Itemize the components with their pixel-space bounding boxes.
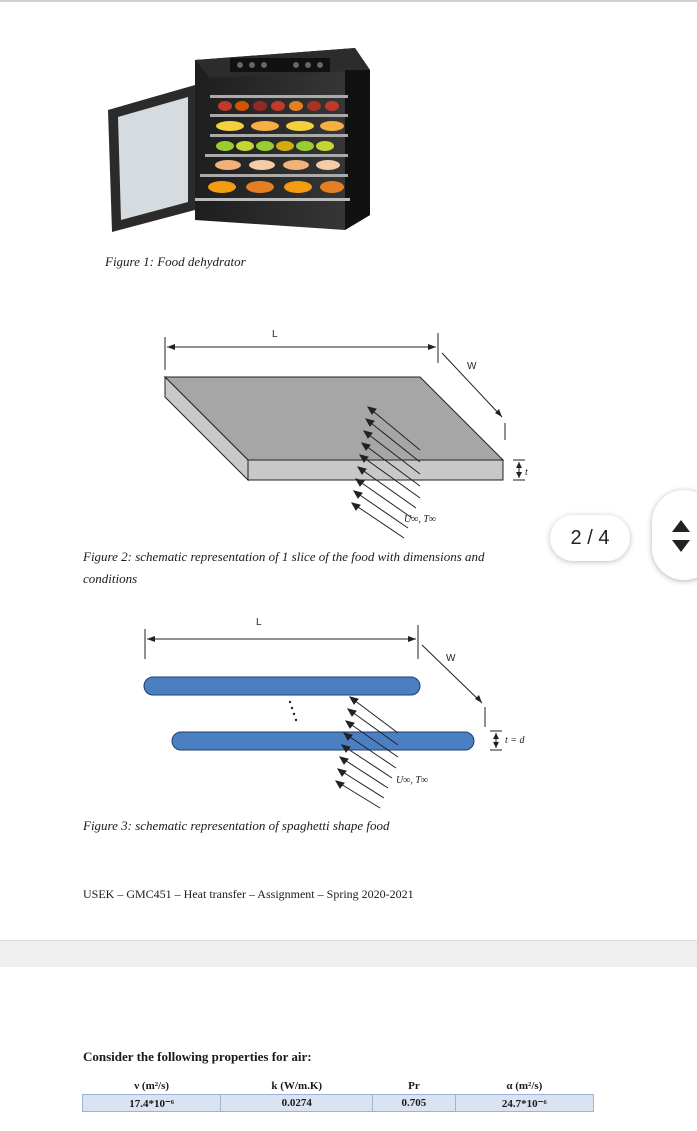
scroll-arrows-icon — [666, 490, 696, 580]
figure2-caption-line1: Figure 2: schematic representation of 1 slice of the food with dimensions and — [83, 549, 485, 564]
figure1-caption: Figure 1: Food dehydrator — [105, 254, 246, 269]
value-kinematic-viscosity: 17.4*10⁻⁶ — [83, 1095, 221, 1112]
header-kinematic-viscosity: ν (m²/s) — [134, 1080, 170, 1092]
header-thermal-diffusivity: α (m²/s) — [506, 1080, 543, 1092]
page-footer: USEK – GMC451 – Heat transfer – Assignment – Spring 2020-2021 — [83, 887, 414, 901]
table-values-row — [83, 1095, 594, 1112]
food-dehydrator-image — [100, 40, 380, 245]
value-prandtl: 0.705 — [373, 1095, 456, 1112]
figure3-flow-label: U∞, T∞ — [396, 775, 429, 786]
figure2-flow-label: U∞, T∞ — [404, 514, 437, 525]
page-top-border — [0, 0, 697, 2]
figure2-width-label: W — [467, 361, 477, 372]
figure2-thickness-label: t — [525, 467, 528, 478]
header-thermal-conductivity: k (W/m.K) — [271, 1080, 323, 1092]
figure3-diagram — [130, 605, 560, 820]
value-thermal-conductivity: 0.0274 — [221, 1095, 373, 1112]
figure2-length-label: L — [272, 329, 278, 340]
header-prandtl: Pr — [408, 1080, 420, 1092]
figure3-caption: Figure 3: schematic representation of spaghetti shape food — [83, 818, 390, 833]
table-header-row — [83, 1078, 594, 1095]
figure2-diagram — [140, 315, 560, 555]
figure3-thickness-label: t = d — [505, 735, 525, 746]
figure2-caption-line2: conditions — [83, 571, 138, 586]
air-properties-heading: Consider the following properties for air: — [83, 1049, 312, 1064]
scroll-handle[interactable] — [652, 490, 697, 580]
figure3-width-label: W — [446, 653, 456, 664]
figure3-length-label: L — [256, 617, 262, 628]
value-thermal-diffusivity: 24.7*10⁻⁶ — [455, 1095, 593, 1112]
page-indicator: 2 / 4 — [550, 515, 630, 561]
air-properties-table — [82, 1078, 594, 1112]
page-separator — [0, 940, 697, 968]
